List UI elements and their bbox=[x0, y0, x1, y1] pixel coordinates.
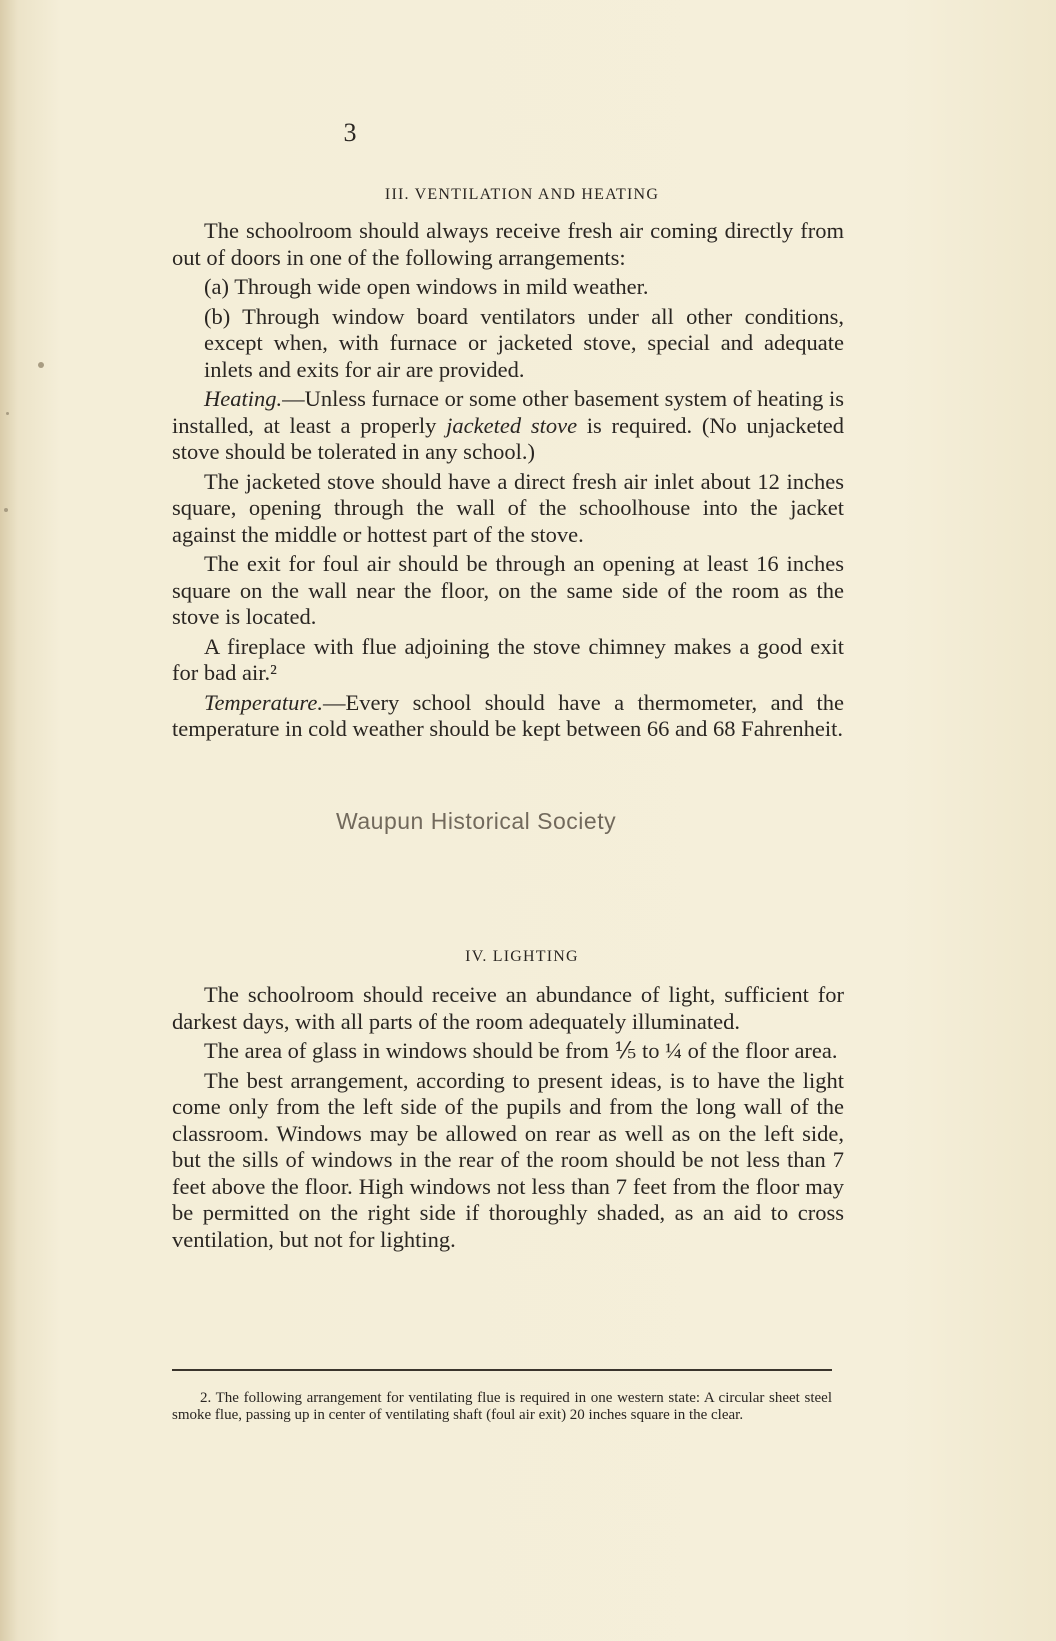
paper-speck bbox=[38, 362, 44, 368]
lighting-section bbox=[172, 982, 844, 1256]
paper-speck bbox=[6, 412, 9, 415]
temperature-label: Temperature. bbox=[204, 689, 323, 715]
fireplace-paragraph: A fireplace with flue adjoining the stove chimney makes a good exit for bad air.² bbox=[172, 633, 844, 685]
section-heading-lighting: IV. LIGHTING bbox=[465, 948, 579, 965]
section-heading-ventilation: III. VENTILATION AND HEATING bbox=[384, 186, 660, 203]
jacketed-paragraph: The jacketed stove should have a direct fresh air inlet about 12 inches square, opening through the wall of the schoolhouse into the jacket against the middle or hottest part of the stove. bbox=[172, 468, 844, 547]
heating-paragraph bbox=[172, 386, 844, 466]
page-number: 3 bbox=[343, 118, 357, 147]
heating-label: Heating. bbox=[204, 386, 283, 411]
temperature-paragraph bbox=[172, 690, 844, 743]
watermark: Waupun Historical Society bbox=[336, 808, 617, 834]
temperature-text: —Every school should have a thermometer, and the temperature in cold weather should be kept between 66 and 68 Fahrenheit. bbox=[172, 689, 844, 741]
footnote: 2. The following arrangement for ventilating flue is required in one western state: A circular sheet steel smoke flue, passing up in center of ventilating shaft (foul air exit) 20 inches square in the clear. bbox=[172, 1390, 832, 1423]
lighting-paragraph-1: The schoolroom should receive an abundance of light, sufficient for darkest days, with all parts of the room adequately illuminated. bbox=[172, 982, 844, 1034]
item-b: (b) Through window board ventilators under all other conditions, except when, with furnace or jacketed stove, special and adequate inlets and exits for air are provided. bbox=[204, 303, 844, 382]
lighting-paragraph-3: The best arrangement, according to present ideas, is to have the light come only from the left side of the pupils and from the long wall of the classroom. Windows may be allowed on rear as well as on the left side, but the sills of windows in the rear of the room should be not less than 7 feet above the floor. High windows not less than 7 feet from the floor may be permitted on the right side if thoroughly shaded, as an aid to cross ventilation, but not for lighting. bbox=[172, 1067, 844, 1252]
ventilation-section bbox=[172, 218, 844, 746]
exit-paragraph: The exit for foul air should be through an opening at least 16 inches square on the wall near the floor, on the same side of the room as the stove is located. bbox=[172, 551, 844, 629]
heating-italic: jacketed stove bbox=[446, 412, 578, 438]
paper-speck bbox=[4, 508, 8, 512]
footnote-rule bbox=[172, 1369, 832, 1371]
lighting-paragraph-2: The area of glass in windows should be from ⅕ to ¼ of the floor area. bbox=[204, 1038, 838, 1063]
heating-text-1: —Unless furnace or some other basement system of heating is installed, at least a properly bbox=[172, 386, 844, 438]
item-a: (a) Through wide open windows in mild weather. bbox=[204, 274, 649, 299]
intro-paragraph: The schoolroom should always receive fresh air coming directly from out of doors in one of the following arrangements: bbox=[172, 218, 844, 270]
heating-text-2: is required. (No unjacketed stove should be tolerated in any school.) bbox=[172, 412, 844, 464]
